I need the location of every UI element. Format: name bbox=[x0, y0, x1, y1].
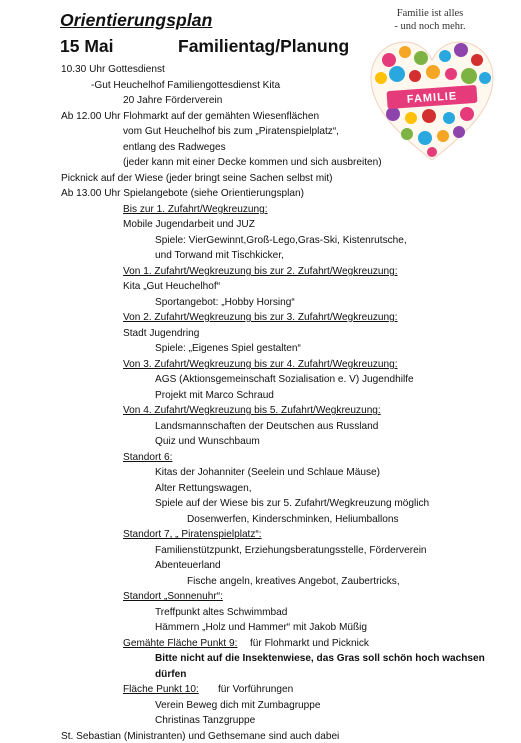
schedule-line: Treffpunkt altes Schwimmbad bbox=[155, 607, 288, 618]
heart-of-people-icon bbox=[367, 38, 497, 168]
section-heading: Von 2. Zufahrt/Wegkreuzung bis zur 3. Zufahrt/Wegkreuzung: bbox=[123, 312, 398, 323]
logo-banner-text: FAMILIE bbox=[406, 90, 458, 106]
logo-slogan-line-1: Familie ist alles bbox=[396, 8, 464, 19]
schedule-line: Stadt Jugendring bbox=[123, 328, 200, 339]
schedule-line-bold: dürfen bbox=[155, 669, 187, 680]
schedule-line: Familienstützpunkt, Erziehungsberatungsstelle, Förderverein bbox=[155, 545, 427, 556]
schedule-line: Verein Beweg dich mit Zumbagruppe bbox=[155, 700, 321, 711]
schedule-line: und Torwand mit Tischkicker, bbox=[155, 250, 284, 261]
schedule-line: 20 Jahre Förderverein bbox=[123, 95, 223, 106]
schedule-line: Kitas der Johanniter (Seelein und Schlaue Mäuse) bbox=[155, 467, 380, 478]
schedule-line: Sportangebot: „Hobby Horsing“ bbox=[155, 297, 295, 308]
schedule-line: entlang des Radweges bbox=[123, 142, 226, 153]
section-heading: Fläche Punkt 10: bbox=[123, 684, 199, 695]
schedule-line: für Flohmarkt und Picknick bbox=[250, 638, 369, 649]
schedule-line: für Vorführungen bbox=[218, 684, 294, 695]
section-heading: Gemähte Fläche Punkt 9: bbox=[123, 638, 238, 649]
schedule-line: Hämmern „Holz und Hammer“ mit Jakob Müßig bbox=[155, 622, 368, 633]
section-heading: Von 1. Zufahrt/Wegkreuzung bis zur 2. Zufahrt/Wegkreuzung: bbox=[123, 266, 398, 277]
schedule-line: Quiz und Wunschbaum bbox=[155, 436, 260, 447]
schedule-line: Christinas Tanzgruppe bbox=[155, 715, 256, 726]
schedule-line: Fische angeln, kreatives Angebot, Zaubertricks, bbox=[187, 576, 400, 587]
schedule-line: vom Gut Heuchelhof bis zum „Piratenspielplatz“, bbox=[123, 126, 339, 137]
schedule-line: Spiele auf der Wiese bis zur 5. Zufahrt/Wegkreuzung möglich bbox=[155, 498, 430, 509]
logo-slogan-line-2: - und noch mehr. bbox=[394, 21, 466, 32]
schedule-line: Abenteuerland bbox=[155, 560, 221, 571]
section-heading: Von 3. Zufahrt/Wegkreuzung bis zur 4. Zufahrt/Wegkreuzung: bbox=[123, 359, 398, 370]
schedule-line: AGS (Aktionsgemeinschaft Sozialisation e. V) Jugendhilfe bbox=[155, 374, 414, 385]
page-title: Orientierungsplan bbox=[60, 10, 213, 30]
schedule-line: Spiele: VierGewinnt,Groß-Lego,Gras-Ski, Kistenrutsche, bbox=[155, 235, 407, 246]
schedule-line: Kita „Gut Heuchelhof“ bbox=[123, 281, 221, 292]
schedule-line: 10.30 Uhr Gottesdienst bbox=[61, 64, 165, 75]
schedule-line: Ab 12.00 Uhr Flohmarkt auf der gemähten Wiesenflächen bbox=[61, 111, 320, 122]
event-name: Familientag/Planung bbox=[178, 36, 350, 56]
schedule-line: -Gut Heuchelhof Familiengottesdienst Kita bbox=[91, 80, 281, 91]
schedule-line: St. Sebastian (Ministranten) und Gethsemane sind auch dabei bbox=[61, 731, 340, 742]
event-date: 15 Mai bbox=[60, 36, 114, 56]
schedule-line: Alter Rettungswagen, bbox=[155, 483, 252, 494]
schedule-line: Mobile Jugendarbeit und JUZ bbox=[123, 219, 255, 230]
section-heading: Standort 7, „ Piratenspielplatz“: bbox=[123, 529, 262, 540]
schedule-line: Landsmannschaften der Deutschen aus Russland bbox=[155, 421, 379, 432]
schedule-line: Ab 13.00 Uhr Spielangebote (siehe Orientierungsplan) bbox=[61, 188, 304, 199]
section-heading: Von 4. Zufahrt/Wegkreuzung bis 5. Zufahrt/Wegkreuzung: bbox=[123, 405, 381, 416]
section-heading: Standort „Sonnenuhr“: bbox=[123, 591, 223, 602]
schedule-line: Projekt mit Marco Schraud bbox=[155, 390, 274, 401]
schedule-line: Picknick auf der Wiese (jeder bringt seine Sachen selbst mit) bbox=[61, 173, 333, 184]
section-heading: Standort 6: bbox=[123, 452, 173, 463]
schedule-line-bold: Bitte nicht auf die Insektenwiese, das Gras soll schön hoch wachsen bbox=[155, 653, 485, 664]
page-subtitle bbox=[60, 36, 349, 57]
schedule-line: Spiele: „Eigenes Spiel gestalten“ bbox=[155, 343, 301, 354]
schedule-line: (jeder kann mit einer Decke kommen und sich ausbreiten) bbox=[123, 157, 382, 168]
section-heading: Bis zur 1. Zufahrt/Wegkreuzung: bbox=[123, 204, 268, 215]
schedule-line: Dosenwerfen, Kinderschminken, Heliumballons bbox=[187, 514, 399, 525]
